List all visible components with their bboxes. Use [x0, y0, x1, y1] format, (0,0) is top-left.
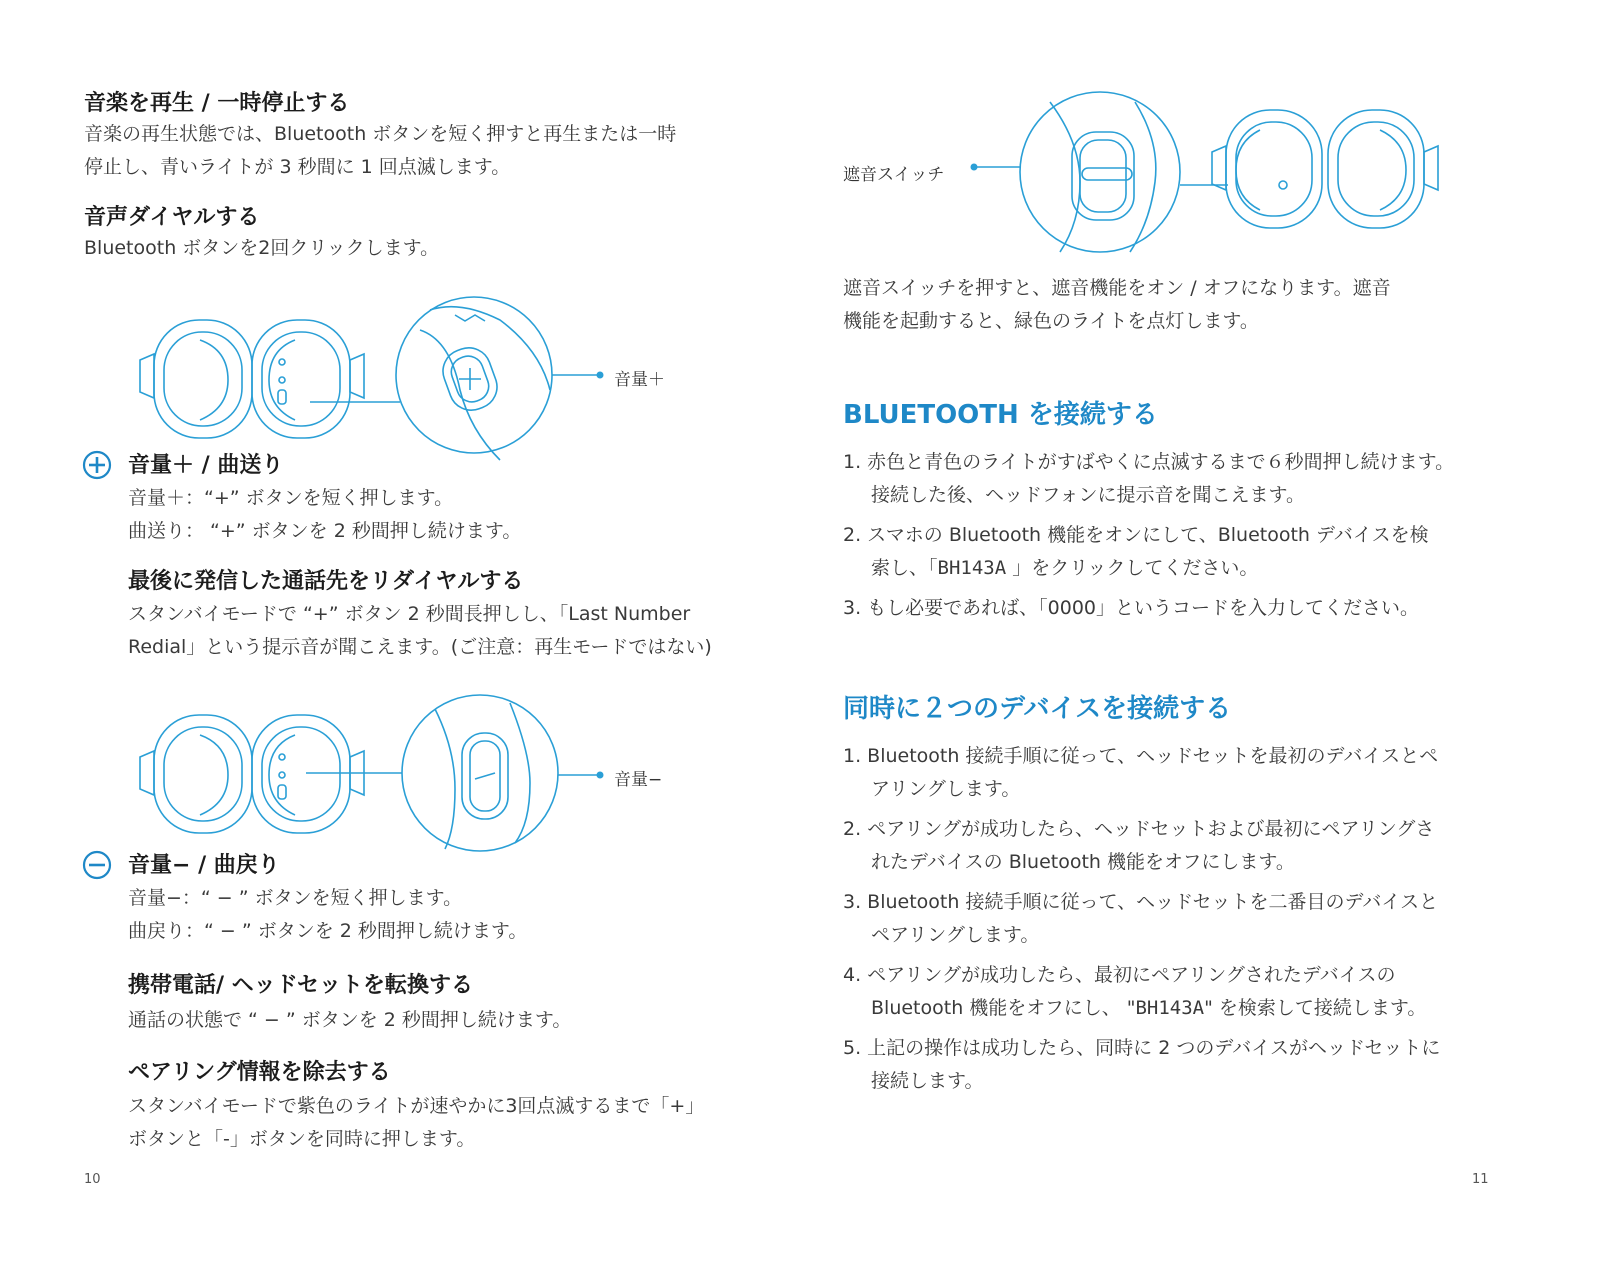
magnified-button-drawing-2	[402, 695, 598, 851]
redial-title: 最後に発信した通話先をリダイヤルする	[128, 569, 524, 594]
play-pause-body-line2: 停止し、青いライトが 3 秒間に 1 回点滅します。	[84, 156, 511, 178]
bt-model-name: BH143A	[937, 557, 1007, 579]
volume-down-title: 音量− / 曲戻り	[128, 853, 280, 878]
bt-step-2-pre: 索し、「	[871, 557, 938, 579]
bt-step-3	[843, 592, 1523, 625]
volume-up-title: 音量＋ / 曲送り	[128, 453, 284, 478]
dual-device-steps-list	[843, 740, 1523, 1105]
callout-dot-2	[597, 772, 604, 779]
dual-step-4	[843, 959, 1523, 1025]
clear-pairing-line1: スタンバイモードで紫色のライトが速やかに3回点滅するまで「+」	[128, 1095, 705, 1117]
redial-body-line2: Redial」という提示音が聞こえます。(ご注意：再生モードではない)	[128, 636, 712, 658]
noise-cancel-line2: 機能を起動すると、緑色のライトを点灯します。	[843, 310, 1259, 332]
switch-call-body: 通話の状態で “ − ” ボタンを 2 秒間押し続けます。	[128, 1009, 572, 1031]
clear-pairing-line2: ボタンと「-」ボタンを同時に押します。	[128, 1128, 476, 1150]
dual-step-3-line2: ペアリングします。	[871, 924, 1040, 946]
headphone-volume-up-figure	[130, 290, 690, 460]
dual-step-4-pre: Bluetooth 機能をオフにし、 "	[871, 997, 1136, 1019]
dual-step-2-line1: 2. ペアリングが成功したら、ヘッドセットおよび最初にペアリングさ	[843, 818, 1435, 840]
volume-down-line1: 音量−：“ − ” ボタンを短く押します。	[128, 887, 463, 909]
play-pause-title: 音楽を再生 / 一時停止する	[84, 91, 350, 116]
voice-dial-body: Bluetooth ボタンを2回クリックします。	[84, 237, 440, 259]
dual-step-3	[843, 886, 1523, 952]
bluetooth-connect-title: BLUETOOTH を接続する	[843, 400, 1158, 430]
redial-body-line1: スタンバイモードで “+” ボタン 2 秒間長押しし、「Last Number	[128, 603, 691, 625]
volume-down-body	[128, 882, 527, 948]
play-pause-body	[84, 118, 744, 184]
dual-step-1	[843, 740, 1523, 806]
magnified-button-drawing	[396, 297, 598, 460]
bluetooth-steps-list	[843, 446, 1523, 632]
dual-step-5-line2: 接続します。	[871, 1070, 984, 1092]
dual-step-3-line1: 3. Bluetooth 接続手順に従って、ヘッドセットを二番目のデバイスと	[843, 891, 1439, 913]
redial-body	[128, 598, 748, 664]
dual-step-1-line2: アリングします。	[871, 778, 1021, 800]
dual-step-4-line1: 4. ペアリングが成功したら、最初にペアリングされたデバイスの	[843, 964, 1396, 986]
volume-down-line2: 曲戻り：“ − ” ボタンを 2 秒間押し続けます。	[128, 920, 528, 942]
play-pause-body-line1: 音楽の再生状態では、Bluetooth ボタンを短く押すと再生または一時	[84, 123, 677, 145]
volume-up-callout-label: 音量＋	[614, 370, 665, 390]
clear-pairing-title: ペアリング情報を除去する	[128, 1060, 391, 1085]
headphones-drawing-2	[140, 715, 402, 833]
dual-step-4-post: " を検索して接続します。	[1204, 997, 1427, 1019]
dual-step-5-line1: 5. 上記の操作は成功したら、同時に 2 つのデバイスがヘッドセットに	[843, 1037, 1441, 1059]
bt-step-3-line1: 3. もし必要であれば、「0000」というコードを入力してください。	[843, 597, 1420, 619]
dual-step-1-line1: 1. Bluetooth 接続手順に従って、ヘッドセットを最初のデバイスとペ	[843, 745, 1439, 767]
plus-circle-icon	[82, 450, 112, 480]
headphone-volume-down-figure	[130, 695, 690, 855]
headphones-drawing-3	[1212, 110, 1438, 228]
noise-cancel-body	[843, 272, 1493, 338]
headphones-drawing	[140, 320, 400, 438]
voice-dial-title: 音声ダイヤルする	[84, 205, 260, 230]
callout-dot	[597, 372, 604, 379]
page-number-left: 10	[84, 1172, 101, 1187]
dual-model-name: BH143A	[1135, 997, 1205, 1019]
dual-device-title: 同時に２つのデバイスを接続する	[843, 694, 1232, 724]
switch-callout-dot	[971, 164, 978, 171]
volume-down-callout-label: 音量−	[614, 770, 663, 790]
bt-step-1-line2: 接続した後、ヘッドフォンに提示音を聞こえます。	[871, 484, 1305, 506]
bt-step-2-post: 」をクリックしてください。	[1006, 557, 1259, 579]
magnified-switch-drawing	[974, 92, 1228, 252]
switch-call-title: 携帯電話/ ヘッドセットを転換する	[128, 973, 474, 998]
noise-cancel-switch-figure	[960, 92, 1450, 257]
noise-cancel-switch-label: 遮音スイッチ	[843, 165, 945, 185]
minus-circle-icon	[82, 850, 112, 880]
dual-step-2	[843, 813, 1523, 879]
page-number-right: 11	[1472, 1172, 1489, 1187]
volume-up-body	[128, 482, 521, 548]
dual-step-5	[843, 1032, 1523, 1098]
dual-step-2-line2: れたデバイスの Bluetooth 機能をオフにします。	[871, 851, 1295, 873]
bt-step-1	[843, 446, 1523, 512]
bt-step-1-line1: 1. 赤色と青色のライトがすばやくに点滅するまで６秒間押し続けます。	[843, 451, 1455, 473]
volume-up-line1: 音量＋：“+” ボタンを短く押します。	[128, 487, 454, 509]
bt-step-2	[843, 519, 1523, 585]
noise-cancel-line1: 遮音スイッチを押すと、遮音機能をオン / オフになります。遮音	[843, 277, 1391, 299]
clear-pairing-body	[128, 1090, 748, 1156]
bt-step-2-line1: 2. スマホの Bluetooth 機能をオンにして、Bluetooth デバイスを検	[843, 524, 1429, 546]
volume-up-line2: 曲送り： “+” ボタンを 2 秒間押し続けます。	[128, 520, 522, 542]
